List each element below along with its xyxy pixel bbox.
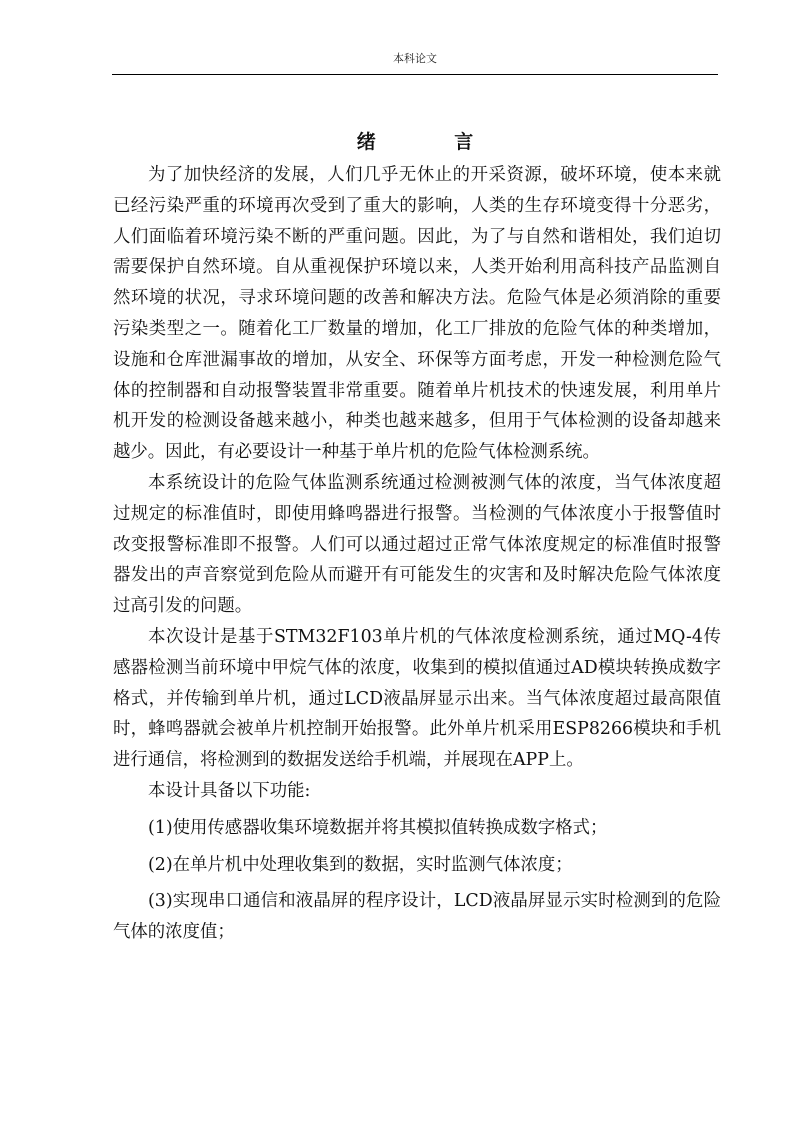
paragraph-intro: 为了加快经济的发展，人们几乎无休止的开采资源，破坏环境，使本来就已经污染严重的环境再次受到了重大的影响，人类的生存环境变得十分恶劣，人们面临着环境污染不断的严重问题。因此，为了与自然和谐相处，我们迫切需要保护自然环境。自从重视保护环境以来，人类开始利用高科技产品监测自然环境的状况，寻求环境问题的改善和解决方法。危险气体是必须消除的重要污染类型之一。随着化工厂数量的增加，化工厂排放的危险气体的种类增加，设施和仓库泄漏事故的增加，从安全、环保等方面考虑，开发一种检测危险气体的控制器和自动报警装置非常重要。随着单片机技术的快速发展，利用单片机开发的检测设备越来越小，种类也越来越多，但用于气体检测的设备却越来越少。因此，有必要设计一种基于单片机的危险气体检测系统。: [113, 165, 721, 463]
feature-item-1: (1)使用传感器收集环境数据并将其模拟值转换成数字格式；: [148, 817, 608, 838]
paragraph-implementation: 本次设计是基于STM32F103单片机的气体浓度检测系统，通过MQ-4传感器检测当前环境中甲烷气体的浓度，收集到的模拟值通过AD模块转换成数字格式，并传输到单片机，通过LCD液晶屏显示出来。当气体浓度超过最高限值时，蜂鸣器就会被单片机控制开始报警。此外单片机采用ESP8266模块和手机进行通信，将检测到的数据发送给手机端，并展现在APP上。: [113, 626, 721, 771]
section-title: 绪 言: [356, 131, 510, 153]
feature-item-3: (3)实现串口通信和液晶屏的程序设计，LCD液晶屏显示实时检测到的危险气体的浓度值；: [113, 891, 721, 943]
paragraph-features-heading: 本设计具备以下功能:: [148, 780, 311, 801]
feature-item-2: (2)在单片机中处理收集到的数据，实时监测气体浓度；: [148, 854, 573, 875]
header-divider: [112, 74, 718, 75]
paragraph-system-design: 本系统设计的危险气体监测系统通过检测被测气体的浓度，当气体浓度超过规定的标准值时，即使用蜂鸣器进行报警。当检测的气体浓度小于报警值时改变报警标准即不报警。人们可以通过超过正常气体浓度规定的标准值时报警器发出的声音察觉到危险从而避开有可能发生的灾害和及时解决危险气体浓度过高引发的问题。: [113, 472, 721, 617]
document-body: [113, 160, 721, 948]
page-header: 本科论文: [393, 52, 437, 65]
